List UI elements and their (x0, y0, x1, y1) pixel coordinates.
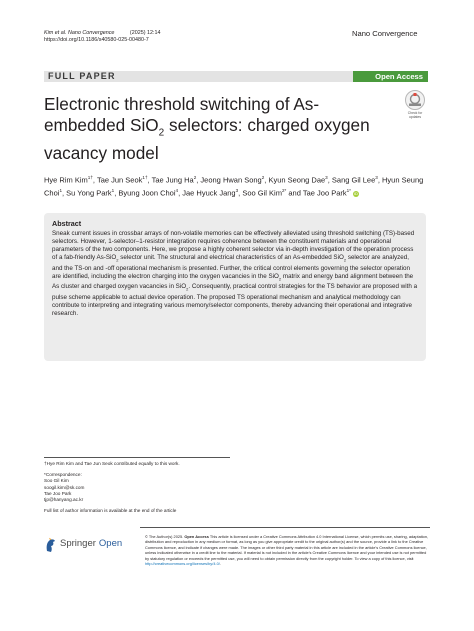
check-for-updates-button[interactable] (405, 90, 425, 119)
author-name: Hyun Seung Choi (44, 175, 424, 198)
author-name: Kyun Seong Dae (268, 175, 326, 185)
article-type-label: FULL PAPER (48, 71, 116, 81)
author-name: Byung Joon Choi (118, 188, 176, 198)
author-info-note: Full list of author information is available at the end of the article (44, 508, 177, 514)
author-affiliation: 3 (235, 188, 239, 193)
title-line-1: Electronic threshold switching of As- (44, 94, 320, 114)
title-line-2: embedded SiO$_2$ selectors: charged oxygen (44, 114, 370, 138)
footnotes (44, 461, 304, 514)
author-affiliation: 1† (142, 175, 148, 180)
correspondent-1-email[interactable]: soogil.kim@sk.com (44, 484, 85, 490)
article-title (44, 94, 384, 164)
equal-contribution-note: †Hye Rim Kim and Tae Jun Seok contributed equally to this work. (44, 461, 180, 466)
author-affiliation: 3 (375, 175, 378, 180)
author-list: Hye Rim Kim$^{1\dagger}$, Tae Jun Seok$^{1\dagger}$, Tae Jung Ha$^2$, Jeong Hwan Song$^2$, Kyun Seong Dae$^3$, Sang Gil Lee$^3$, Hyun Seung Choi$^1$, Su Yong Park$^1$, Byung Joon Choi$^4$, Jae Hyuck Jang$^3$, Soo Gil Kim$^{2*}$ and Tae Joo Park$^{1*}$ iD (44, 175, 424, 198)
article-type-banner (44, 71, 428, 82)
header-doi[interactable]: https://doi.org/10.1186/s40580-025-00480-7 (44, 37, 149, 43)
journal-name: Nano Convergence (352, 29, 418, 38)
header-year: (2025) 12:14 (129, 30, 161, 36)
author-name: Tae Joo Park (302, 188, 347, 198)
abstract-box (44, 213, 426, 361)
author-name: Jeong Hwan Song (200, 175, 262, 185)
author-name: Hye Rim Kim (44, 175, 88, 185)
author-name: Jae Hyuck Jang (182, 188, 236, 198)
open-name: Open (98, 538, 123, 549)
author-name: Tae Jun Seok (96, 175, 143, 185)
author-affiliation: 2 (261, 175, 265, 180)
title-line-3: vacancy model (44, 143, 159, 164)
author-affiliation: 1* (346, 188, 351, 193)
author-affiliation: 3 (325, 175, 328, 180)
author-affiliation: 1 (111, 188, 115, 193)
author-name: Tae Jung Ha (151, 175, 194, 185)
correspondence-label: *Correspondence: (44, 472, 82, 478)
correspondent-2-email[interactable]: tjp@hanyang.ac.kr (44, 497, 84, 503)
license-statement: © The Author(s) 2025. Open Access This article is licensed under a Creative Commons Attribution 4.0 International License, which permits use, sharing, adaptation, distribution and reproduction in any medium or format, as long as you give appropriate credit to the original author(s) and the source, provide a link to the Creative Commons licence, and indicate if changes were made. The images or other third party material in this article are included in the article's Creative Commons licence, unless indicated otherwise in a credit line to the material. If material is not included in the article's Creative Commons licence and your intended use is not permitted by statutory regulation or exceeds the permitted use, you will need to obtain permission directly from the copyright holder. To view a copy of this licence, visit http://creativecommons.org/licenses/by/4.0/. (145, 534, 429, 567)
header-authors: Kim et al. Nano Convergence (44, 30, 115, 36)
correspondent-2-name: Tae Joo Park (44, 490, 72, 496)
author-affiliation: 1 (59, 188, 62, 193)
springer-horse-icon (44, 537, 58, 553)
author-affiliation: 1† (87, 175, 93, 180)
abstract-heading: Abstract (52, 219, 82, 228)
author-affiliation: 2* (281, 188, 287, 193)
author-affiliation: 2 (193, 175, 197, 180)
footer-divider (140, 527, 430, 528)
author-name: Soo Gil Kim (242, 188, 282, 198)
abstract-text: Sneak current issues in crossbar arrays of non-volatile memories can be effectively alleviated using threshold switching (TS)-based selectors. However, 1-selector–1-resistor integration requires coherence between the constituent materials and operational parameters of the two components. Here, we propose a highly coherent selector via in-depth investigation of the operation process of a fab-friendly As-SiO$_2$ selector unit. The structural and electrical characteristics of an As-embedded SiO$_2$ selector are analyzed, and the TS-on and -off operational mechanism is presented. Further, the critical control elements governing the selector operation are identified, including the electron charging into the oxygen vacancies in the SiO$_2$ matrix and energy band alignment between the As cluster and charged oxygen vacancies in SiO$_2$. Consequently, practical control strategies for the TS behavior are proposed with a pulse scheme applicable to actual device operation. The proposed TS operational mechanism and analytical methodology can contribute to interpreting and integrating various memory/selector components, thereby advancing their operational and integrative research. (52, 230, 418, 318)
footnote-divider (44, 457, 230, 458)
springer-name: Springer (60, 538, 96, 549)
running-header (44, 30, 161, 44)
springer-open-logo (44, 536, 134, 554)
author-name: Sang Gil Lee (331, 175, 376, 185)
author-name: Su Yong Park (66, 188, 112, 198)
license-link[interactable]: http://creativecommons.org/licenses/by/4.0/ (145, 561, 220, 567)
check-for-updates-label: Check for updates (407, 111, 423, 119)
orcid-icon[interactable]: iD (354, 190, 358, 196)
correspondent-1-name: Soo Gil Kim (44, 478, 69, 484)
author-affiliation: 4 (175, 188, 179, 193)
update-icon (405, 90, 425, 110)
open-access-badge: Open Access (353, 71, 428, 82)
